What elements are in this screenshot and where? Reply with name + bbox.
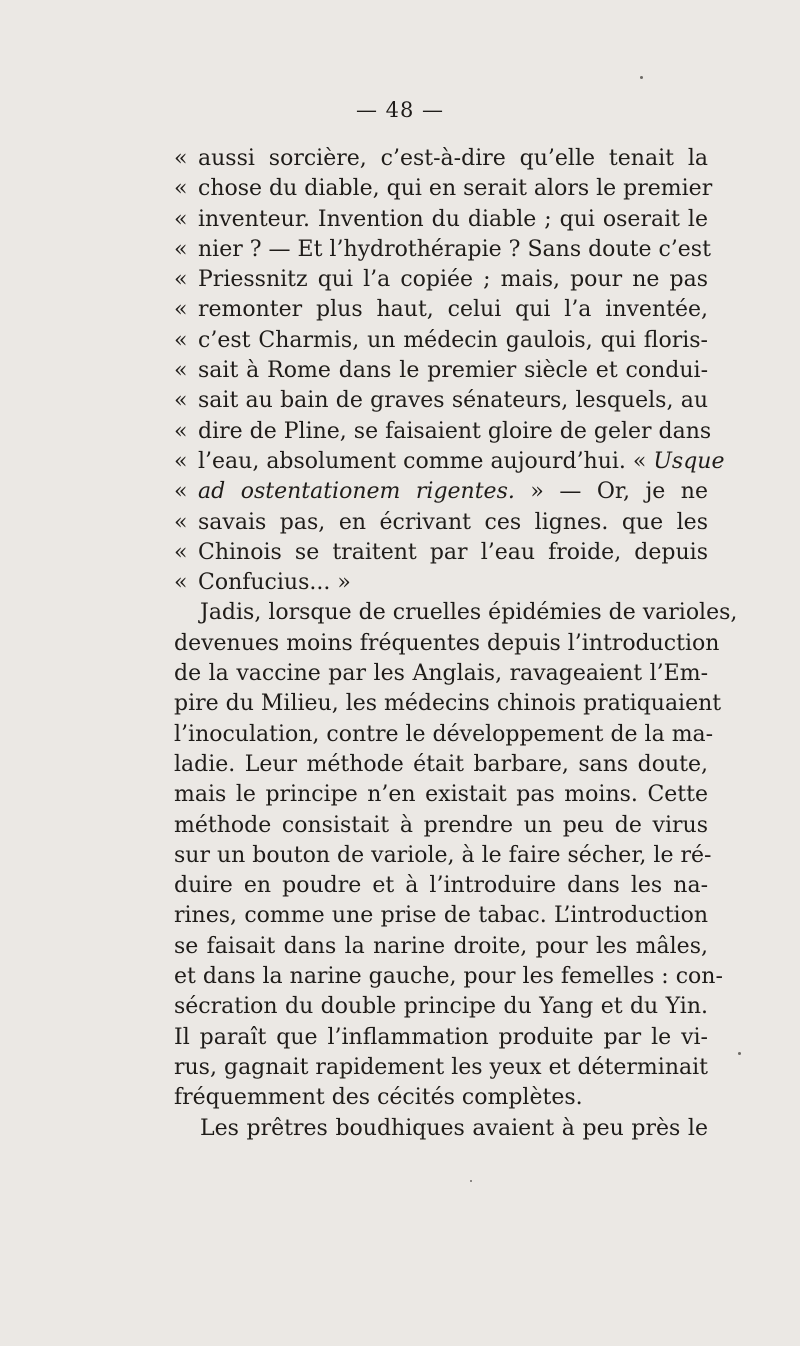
quote-mark: « [174, 146, 188, 171]
quote-mark: « [174, 236, 188, 262]
line-text: l’inoculation, contre le développement de la ma- [174, 721, 714, 747]
text-line [174, 295, 708, 325]
text-line [174, 720, 714, 750]
page-number: — 48 — [355, 98, 445, 122]
line-text: sait à Rome dans le premier siècle et condui- [198, 358, 708, 384]
quote-mark: « [174, 448, 188, 474]
line-text: rus, gagnait rapidement les yeux et déterminait [174, 1054, 708, 1080]
text-line [174, 659, 708, 689]
line-text: et dans la narine gauche, pour les femelles : con- [174, 964, 723, 990]
text-line [174, 265, 708, 295]
text-line [174, 1083, 708, 1113]
text-line [174, 598, 738, 628]
line-text: remonter plus haut, celui qui l’a inventée, [198, 297, 708, 323]
text-line [174, 447, 725, 477]
text-line [174, 386, 708, 416]
line-text: inventeur. Invention du diable ; qui oserait le [198, 206, 708, 232]
text-line [174, 235, 711, 265]
line-text: fréquemment des cécités complètes. [174, 1085, 583, 1111]
quote-mark: « [174, 358, 188, 384]
text-line [174, 1023, 708, 1053]
line-text: nier ? — Et l’hydrothérapie ? Sans doute c’est [198, 236, 711, 262]
text-line [174, 174, 713, 204]
text-line [174, 205, 708, 235]
text-line [174, 780, 708, 810]
paper-speck [470, 1180, 472, 1182]
text-line [174, 932, 708, 962]
line-text: chose du diable, qui en serait alors le premier [198, 176, 713, 202]
italic-text: ad ostentationem rigentes. [198, 479, 515, 505]
line-text: mais le principe n’en existait pas moins. Cette [174, 782, 708, 808]
line-text: Chinois se traitent par l’eau froide, depuis [198, 539, 708, 565]
line-text: aussi sorcière, c’est-à-dire qu’elle tenait la [198, 146, 708, 171]
line-text: de la vaccine par les Anglais, ravageaient l’Em- [174, 661, 708, 687]
text-line [174, 962, 723, 992]
text-line [174, 689, 722, 719]
line-text: rines, comme une prise de tabac. L’introduction [174, 903, 708, 929]
quote-mark: « [174, 206, 188, 232]
body-text [174, 144, 738, 1144]
quote-mark: « [174, 327, 188, 353]
text-line [174, 508, 708, 538]
line-text: c’est Charmis, un médecin gaulois, qui floris- [198, 327, 708, 353]
text-line [174, 417, 712, 447]
text-line [174, 901, 708, 931]
line-text: Confucius... » [198, 570, 351, 596]
text-line [174, 871, 708, 901]
paper-speck [640, 76, 643, 79]
text-line [174, 750, 708, 780]
italic-text: Usque [653, 448, 725, 474]
text-line [174, 629, 720, 659]
paper-speck [738, 1052, 741, 1055]
text-line [174, 326, 708, 356]
quote-mark: « [174, 418, 188, 444]
quote-mark: « [174, 509, 188, 535]
line-text: se faisait dans la narine droite, pour les mâles, [174, 933, 708, 959]
line-text: devenues moins fréquentes depuis l’introduction [174, 630, 720, 656]
line-text: ladie. Leur méthode était barbare, sans doute, [174, 751, 708, 777]
quote-mark: « [174, 479, 188, 505]
quote-mark: « [174, 176, 188, 202]
line-text: Priessnitz qui l’a copiée ; mais, pour ne pas [198, 267, 708, 293]
line-text: » — Or, je ne [530, 479, 708, 505]
line-text: Les prêtres boudhiques avaient à peu près le [200, 1115, 708, 1141]
line-text: sur un bouton de variole, à le faire sécher, le ré- [174, 842, 712, 868]
line-text: savais pas, en écrivant ces lignes. que les [198, 509, 708, 535]
line-text: sécration du double principe du Yang et du Yin. [174, 994, 708, 1020]
line-text: pire du Milieu, les médecins chinois pratiquaient [174, 691, 722, 717]
text-line [174, 568, 708, 598]
text-line [174, 841, 712, 871]
text-line [174, 811, 708, 841]
line-text: sait au bain de graves sénateurs, lesquels, au [198, 388, 708, 414]
quote-mark: « [174, 297, 188, 323]
line-text: Il paraît que l’inflammation produite par le vi- [174, 1024, 708, 1050]
text-line [174, 144, 708, 174]
text-line [174, 538, 708, 568]
line-text: dire de Pline, se faisaient gloire de geler dans [198, 418, 712, 444]
text-line [174, 356, 708, 386]
text-line [174, 992, 708, 1022]
line-text: duire en poudre et à l’introduire dans les na- [174, 873, 708, 899]
line-text: méthode consistait à prendre un peu de virus [174, 812, 708, 838]
quote-mark: « [174, 388, 188, 414]
quote-mark: « [174, 539, 188, 565]
text-line [174, 477, 708, 507]
quote-mark: « [174, 267, 188, 293]
text-line [174, 1114, 708, 1144]
text-line [174, 1053, 708, 1083]
line-text: Jadis, lorsque de cruelles épidémies de varioles, [200, 600, 738, 626]
line-text: l’eau, absolument comme aujourd’hui. « [198, 448, 647, 474]
quote-mark: « [174, 570, 188, 596]
